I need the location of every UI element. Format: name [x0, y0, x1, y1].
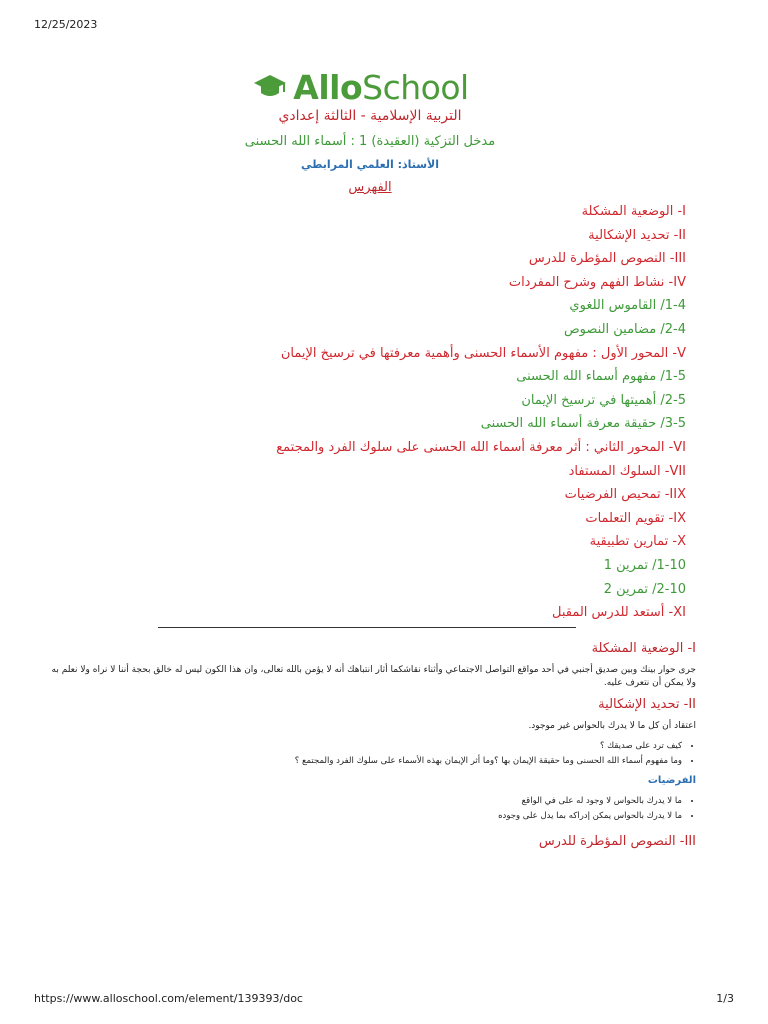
toc-item[interactable]: III- النصوص المؤطرة للدرس — [528, 251, 686, 267]
graduation-cap-icon — [253, 73, 287, 101]
toc-item[interactable]: 3-5/ حقيقة معرفة أسماء الله الحسنى — [480, 416, 686, 432]
questions-list — [295, 739, 696, 769]
section-problem-title: I- الوضعية المشكلة — [591, 641, 696, 656]
hypotheses-title: الفرضيات — [647, 775, 696, 786]
list-item: • ما لا يدرك بالحواس يمكن إدراكه بما يدل على وجوده — [498, 809, 682, 824]
toc-item[interactable]: 1-5/ مفهوم أسماء الله الحسنى — [516, 369, 686, 385]
toc-item[interactable]: I- الوضعية المشكلة — [581, 204, 686, 219]
divider — [158, 627, 576, 628]
toc-item[interactable]: V- المحور الأول : مفهوم الأسماء الحسنى وأهمية معرفتها في ترسيخ الإيمان — [280, 345, 686, 361]
teacher-name: الأستاذ: العلمي المرابطي — [300, 158, 440, 171]
toc-item[interactable]: 2-4/ مضامين النصوص — [563, 321, 686, 337]
toc-item[interactable]: VI- المحور الثاني : أثر معرفة أسماء الله الحسنى على سلوك الفرد والمجتمع — [276, 439, 686, 455]
logo-text: AlloSchool — [293, 67, 469, 107]
index-title: الفهرس — [348, 180, 392, 195]
section-question-intro: اعتقاد أن كل ما لا يدرك بالحواس غير موجود. — [528, 721, 696, 731]
hypotheses-list — [498, 794, 696, 824]
subject-title: التربية الإسلامية - الثالثة إعدادي — [278, 108, 462, 124]
toc-item[interactable]: IV- نشاط الفهم وشرح المفردات — [508, 274, 686, 290]
section-problem-text: جرى حوار بينك وبين صديق أجنبي في أحد مواقع التواصل الاجتماعي وأثناء نقاشكما أثار انتباهك أنه لا يؤمن بالله تعالى، وان هذا الكون ليس له خالق بحجة أننا لا نراه ولا نعلم به ولا يمكن أن نتعرف عليه. — [51, 665, 696, 688]
section-texts-title: III- النصوص المؤطرة للدرس — [538, 834, 696, 849]
table-of-contents — [276, 200, 686, 625]
page-counter: 1/3 — [716, 992, 734, 1005]
toc-item[interactable]: XI- أستعد للدرس المقبل — [551, 605, 686, 621]
section-question-title: II- تحديد الإشكالية — [598, 697, 696, 712]
list-item: • ما لا يدرك بالحواس لا وجود له على في الواقع — [498, 794, 682, 809]
print-date: 12/25/2023 — [34, 18, 98, 31]
toc-item[interactable]: 1-4/ القاموس اللغوي — [569, 298, 686, 314]
toc-item[interactable]: VII- السلوك المستفاد — [568, 463, 686, 479]
toc-item[interactable]: IX- تقويم التعلمات — [585, 510, 686, 526]
toc-item[interactable]: IIX- تمحيص الفرضيات — [564, 487, 686, 503]
alloschool-logo[interactable] — [0, 68, 722, 106]
lesson-title: مدخل التزكية (العقيدة) 1 : أسماء الله الحسنى — [244, 134, 496, 149]
toc-item[interactable]: 2-10/ تمرين 2 — [603, 581, 686, 597]
page-url: https://www.alloschool.com/element/139393/doc — [34, 992, 303, 1005]
toc-item[interactable]: 1-10/ تمرين 1 — [603, 557, 686, 573]
toc-item[interactable]: II- تحديد الإشكالية — [588, 227, 686, 243]
toc-item[interactable]: X- تمارين تطبيقية — [589, 534, 686, 550]
toc-item[interactable]: 2-5/ أهميتها في ترسيخ الإيمان — [521, 392, 686, 408]
list-item: • وما مفهوم أسماء الله الحسنى وما حقيقة الإيمان بها ؟وما أثر الإيمان بهذه الأسماء على سلوك الفرد والمجتمع ؟ — [295, 754, 682, 769]
list-item: • كيف ترد على صديقك ؟ — [295, 739, 682, 754]
